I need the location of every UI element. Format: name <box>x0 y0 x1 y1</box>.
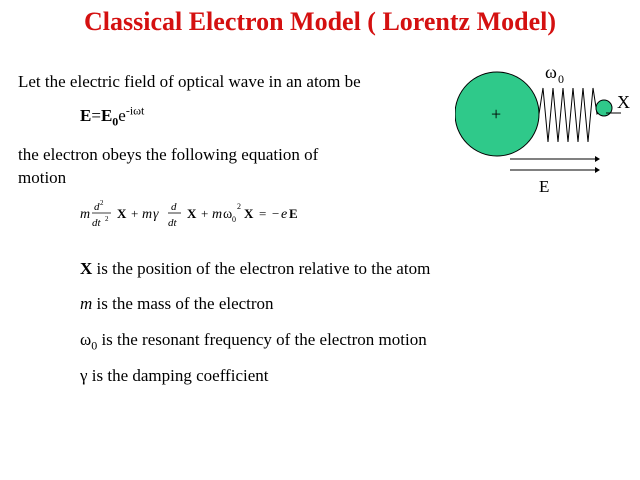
eq-omega-sub: 0 <box>232 215 236 224</box>
def-mass <box>80 294 274 314</box>
def-position-text: is the position of the electron relative to the atom <box>92 259 431 278</box>
eq-gamma: γ <box>153 207 159 222</box>
nucleus-plus-sign: + <box>491 104 502 124</box>
field-exponent: -iωt <box>125 103 145 118</box>
eq-minus: − <box>272 206 280 221</box>
eq-equals: = <box>259 206 267 221</box>
slide-title: Classical Electron Model ( Lorentz Model) <box>83 7 556 36</box>
def-frequency <box>80 330 427 353</box>
def-frequency-text: is the resonant frequency of the electron motion <box>97 330 427 349</box>
field-equation <box>80 103 145 129</box>
field-exp-base: e <box>118 106 126 125</box>
eq-plus2: + <box>201 206 209 221</box>
spring-omega: ω <box>545 62 557 82</box>
eq-d: d <box>171 201 177 213</box>
eq-sup2a: 2 <box>100 199 104 207</box>
def-damping-symbol: γ <box>80 366 88 385</box>
spring-omega-sub: 0 <box>558 72 564 86</box>
motion-text-line2: motion <box>18 168 67 187</box>
field-e: E <box>80 106 92 125</box>
eq-omega: ω <box>223 207 233 222</box>
e-field-arrowhead-2 <box>595 167 600 173</box>
def-frequency-sub: 0 <box>91 338 98 353</box>
eq-sup2b: 2 <box>105 215 109 223</box>
intro-text: Let the electric field of optical wave in an atom be <box>18 72 361 91</box>
def-mass-text: is the mass of the electron <box>92 294 274 313</box>
def-position <box>80 259 430 279</box>
lorentz-model-diagram <box>455 58 635 198</box>
field-e0: E <box>100 106 113 125</box>
eq-x1: X <box>117 206 127 221</box>
def-position-symbol: X <box>80 259 93 278</box>
equation-of-motion <box>80 197 320 231</box>
eq-m1: m <box>80 207 91 222</box>
def-mass-symbol: m <box>80 294 93 313</box>
eq-m3: m <box>212 207 223 222</box>
def-damping <box>80 366 268 386</box>
def-frequency-symbol: ω <box>80 330 92 349</box>
spring <box>539 88 601 142</box>
eq-x2: X <box>187 206 197 221</box>
eq-dt2: dt <box>92 217 101 229</box>
eq-d2: d <box>94 201 100 213</box>
eq-dt: dt <box>168 217 177 229</box>
eq-m2: m <box>142 207 153 222</box>
eq-efield: E <box>289 206 298 221</box>
eq-x3: X <box>244 206 254 221</box>
eq-charge: e <box>281 207 288 222</box>
eq-omega-sq: 2 <box>237 202 241 211</box>
eq-plus1: + <box>131 206 139 221</box>
e-field-arrowhead-1 <box>595 156 600 162</box>
def-damping-text: is the damping coefficient <box>87 366 269 385</box>
field-equals: = <box>91 106 101 125</box>
electron <box>596 100 612 116</box>
field-e0-sub: 0 <box>112 114 119 129</box>
motion-text-line1: the electron obeys the following equation of <box>18 145 319 164</box>
e-field-label: E <box>539 177 550 196</box>
x-label: X <box>617 92 630 112</box>
